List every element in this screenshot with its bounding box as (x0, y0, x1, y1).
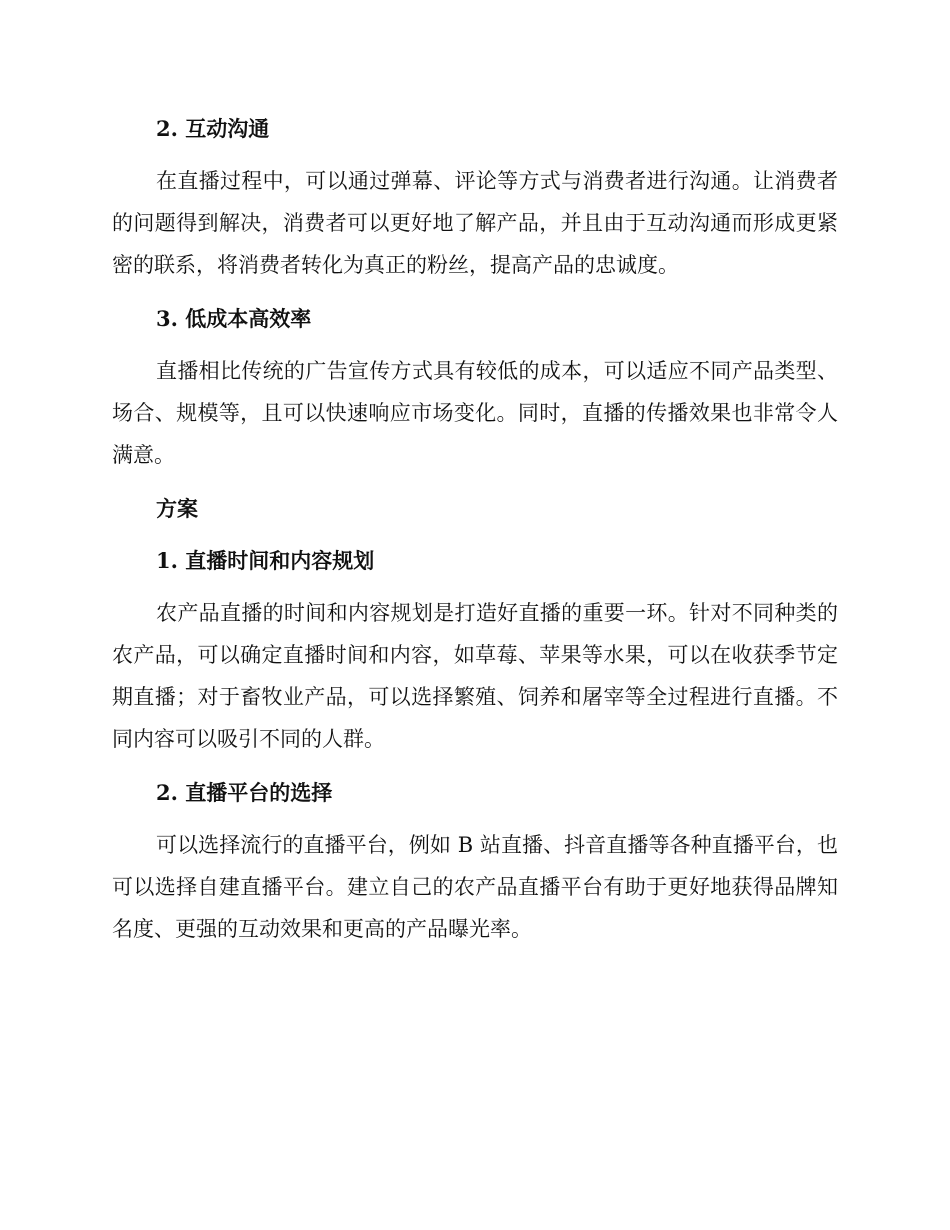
section-paragraph: 可以选择流行的直播平台，例如 B 站直播、抖音直播等各种直播平台，也可以选择自建直播平台。建立自己的农产品直播平台有助于更好地获得品牌知名度、更强的互动效果和更高的产品曝光率。 (112, 833, 838, 941)
section-low-cost-high-efficiency (112, 298, 838, 488)
section-schedule-and-content (112, 540, 838, 772)
section-heading: 2. 直播平台的选择 (156, 780, 333, 805)
section-platform-choice (112, 772, 838, 950)
section-paragraph: 在直播过程中，可以通过弹幕、评论等方式与消费者进行沟通。让消费者的问题得到解决，消费者可以更好地了解产品，并且由于互动沟通而形成更紧密的联系，将消费者转化为真正的粉丝，提高产品的忠诚度。 (112, 169, 838, 277)
section-heading: 方案 (156, 496, 198, 521)
section-paragraph: 农产品直播的时间和内容规划是打造好直播的重要一环。针对不同种类的农产品，可以确定直播时间和内容，如草莓、苹果等水果，可以在收获季节定期直播；对于畜牧业产品，可以选择繁殖、饲养和屠宰等全过程进行直播。不同内容可以吸引不同的人群。 (112, 601, 838, 751)
section-interactive-communication (112, 108, 838, 298)
section-plan (112, 488, 838, 540)
section-paragraph: 直播相比传统的广告宣传方式具有较低的成本，可以适应不同产品类型、场合、规模等，且可以快速响应市场变化。同时，直播的传播效果也非常令人满意。 (112, 359, 838, 467)
section-heading: 1. 直播时间和内容规划 (156, 548, 375, 573)
section-heading: 3. 低成本高效率 (156, 306, 312, 331)
section-heading: 2. 互动沟通 (156, 116, 270, 141)
